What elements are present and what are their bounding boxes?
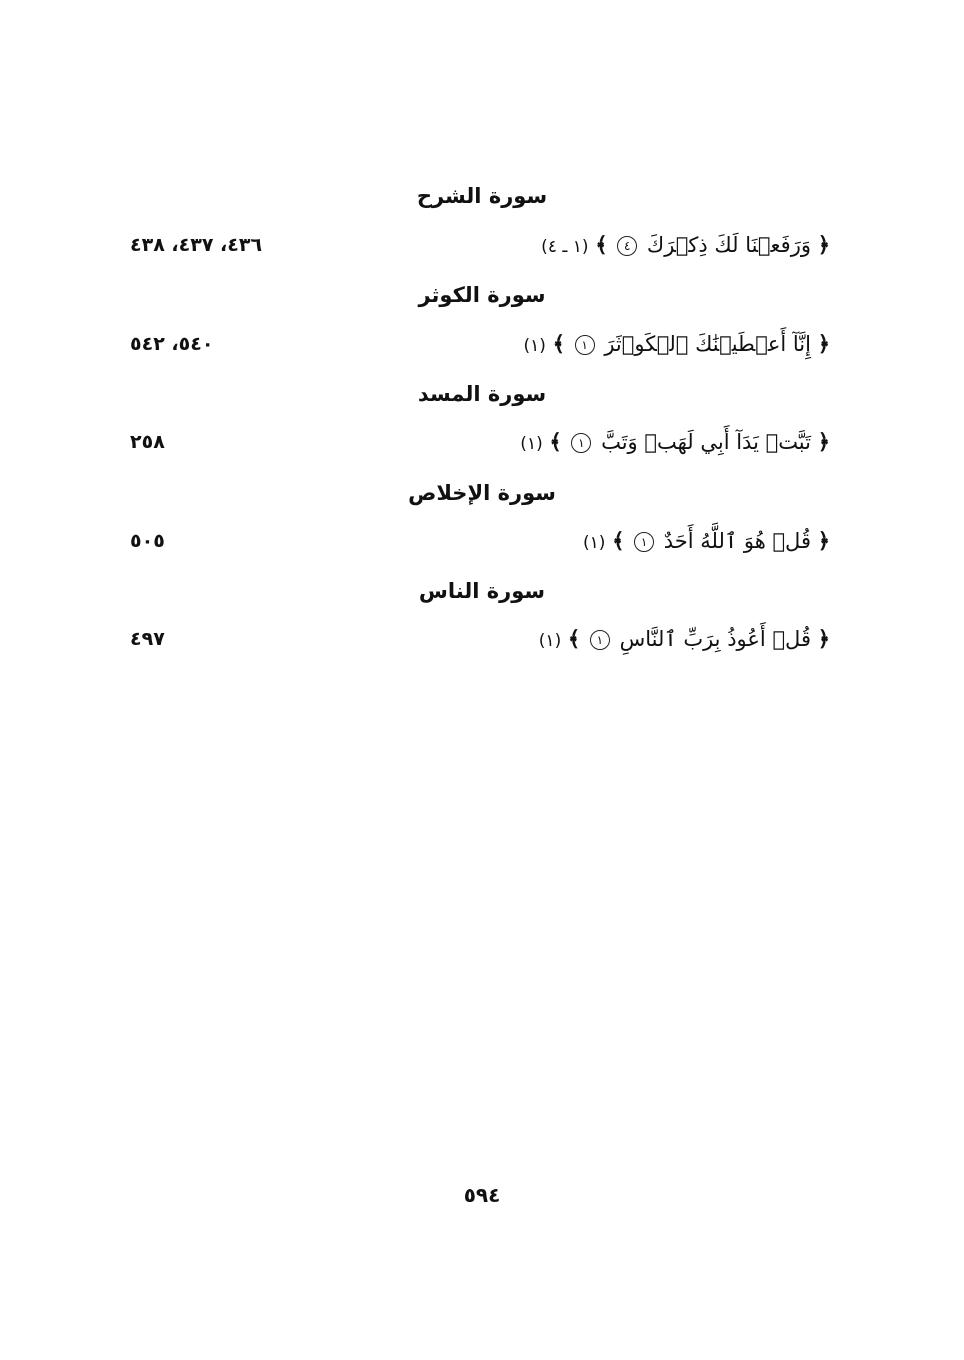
surah-heading-an-nas: سورة الناس [418, 579, 546, 603]
open-bracket: ﴿ [817, 627, 830, 651]
verse-text-block [520, 425, 830, 461]
verse-entry-an-nas [130, 622, 830, 656]
page-references: ٢٥٨ [130, 431, 165, 453]
open-bracket: ﴿ [817, 430, 830, 454]
verse-entry-al-masad [130, 425, 830, 459]
surah-heading-al-ikhlas: سورة الإخلاص [408, 481, 556, 505]
verse-text-block [541, 228, 830, 264]
close-bracket: ﴾ [595, 233, 608, 257]
open-bracket: ﴿ [817, 233, 830, 257]
ayah-number-marker: ٤ [617, 236, 637, 256]
ayah-number-marker: ١ [590, 630, 610, 650]
page-number: ٥٩٤ [463, 1183, 501, 1207]
verse-text: إِنَّآ أَعۡطَيۡنَٰكَ ٱلۡكَوۡثَرَ [604, 332, 811, 356]
ayah-number-marker: ١ [571, 433, 591, 453]
surah-heading-al-kawthar: سورة الكوثر [418, 283, 546, 307]
close-bracket: ﴾ [549, 430, 562, 454]
close-bracket: ﴾ [552, 332, 565, 356]
verse-reference: (١ ـ ٤) [541, 237, 589, 257]
verse-reference: (١) [538, 631, 562, 651]
surah-heading-al-masad: سورة المسد [417, 382, 547, 406]
page-references: ٤٣٦، ٤٣٧، ٤٣٨ [130, 234, 263, 256]
ayah-number-marker: ١ [634, 532, 654, 552]
verse-text: وَرَفَعۡنَا لَكَ ذِكۡرَكَ [646, 233, 811, 257]
verse-text: قُلۡ هُوَ ٱللَّهُ أَحَدٌ [663, 529, 811, 553]
open-bracket: ﴿ [817, 332, 830, 356]
verse-reference: (١) [582, 533, 606, 553]
close-bracket: ﴾ [612, 529, 625, 553]
verse-entry-ash-sharh [130, 228, 830, 262]
verse-reference: (١) [523, 336, 546, 356]
open-bracket: ﴿ [817, 529, 830, 553]
close-bracket: ﴾ [567, 627, 581, 651]
surah-heading-ash-sharh: سورة الشرح [416, 184, 548, 208]
page-references: ٤٩٧ [130, 628, 165, 650]
ayah-number-marker: ١ [575, 335, 595, 355]
verse-entry-al-kawthar [130, 327, 830, 361]
page-references: ٥٤٠، ٥٤٢ [130, 333, 214, 355]
verse-text: قُلۡ أَعُوذُ بِرَبِّ ٱلنَّاسِ [619, 627, 811, 651]
verse-entry-al-ikhlas [130, 524, 830, 558]
verse-reference: (١) [520, 434, 543, 454]
verse-text: تَبَّتۡ يَدَآ أَبِي لَهَبٖ وَتَبَّ [601, 430, 811, 454]
verse-text-block [583, 524, 830, 560]
verse-text-block [524, 327, 830, 363]
verse-text-block [539, 622, 830, 658]
page-references: ٥٠٥ [130, 530, 165, 552]
